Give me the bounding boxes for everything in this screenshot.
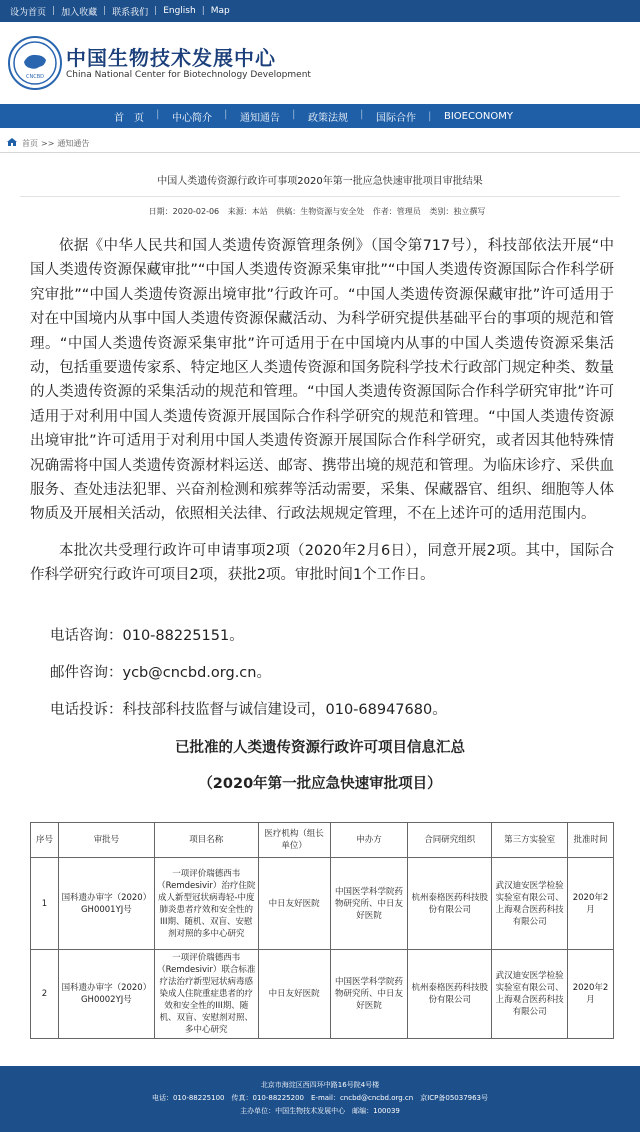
breadcrumb-divider bbox=[0, 152, 640, 153]
article-title: 中国人类遗传资源行政许可事项2020年第一批应急快速审批项目审批结果 bbox=[157, 176, 483, 187]
footer-contact: 电话：010-88225100 传真：010-88225200 E-mail：cncbd@cncbd.org.cn 京ICP备05037963号 bbox=[151, 1094, 489, 1102]
header-index: 序号 bbox=[31, 823, 59, 858]
cell-project-name: 一项评价瑞德西韦（Remdesivir）治疗住院成人新型冠状病毒轻-中度肺炎患者疗效和安全性的III期、随机、双盲、安慰剂对照的多中心研究 bbox=[154, 858, 258, 950]
english-link[interactable]: English bbox=[163, 6, 196, 16]
set-homepage-link[interactable]: 设为首页 bbox=[10, 7, 47, 18]
cell-sponsor: 中国医学科学院药物研究所、中日友好医院 bbox=[330, 950, 408, 1039]
add-favorite-link[interactable]: 加入收藏 bbox=[61, 7, 98, 18]
table-row bbox=[31, 950, 614, 1039]
table-row bbox=[31, 858, 614, 950]
nav-item-home[interactable]: 首 页 bbox=[114, 112, 144, 124]
email-consult: 邮件咨询：ycb@cncbd.org.cn。 bbox=[50, 665, 271, 681]
cell-third-party-lab: 武汉迪安医学检验实验室有限公司、上海观合医药科技有限公司 bbox=[492, 858, 568, 950]
top-utility-bar: 设为首页 | 加入收藏 | 联系我们 | English | Map bbox=[0, 0, 640, 22]
cell-third-party-lab: 武汉迪安医学检验实验室有限公司、上海观合医药科技有限公司 bbox=[492, 950, 568, 1039]
phone-consult: 电话咨询：010-88225151。 bbox=[50, 628, 244, 644]
summary-subheading: （2020年第一批应急快速审批项目） bbox=[198, 776, 442, 792]
nav-item-international[interactable]: | 国际合作 bbox=[362, 109, 430, 124]
cell-cro: 杭州泰格医药科技股份有限公司 bbox=[408, 950, 492, 1039]
table-header-row bbox=[31, 823, 614, 858]
breadcrumb bbox=[0, 134, 640, 152]
meta-category: 类别：独立撰写 bbox=[429, 207, 486, 216]
cell-index: 1 bbox=[31, 858, 59, 950]
footer-address: 北京市海淀区西四环中路16号院4号楼 bbox=[260, 1081, 380, 1089]
title-divider bbox=[20, 196, 620, 197]
cell-medical-institution: 中日友好医院 bbox=[258, 950, 330, 1039]
header-medical-institution: 医疗机构（组长单位） bbox=[258, 823, 330, 858]
nav-item-about[interactable]: | 中心简介 bbox=[158, 109, 226, 124]
meta-source: 来源：本站 bbox=[227, 207, 268, 216]
cell-cro: 杭州泰格医药科技股份有限公司 bbox=[408, 858, 492, 950]
site-footer bbox=[0, 1066, 640, 1132]
header-sponsor: 申办方 bbox=[330, 823, 408, 858]
breadcrumb-separator: >> bbox=[41, 138, 55, 148]
cell-approval-time: 2020年2月 bbox=[568, 950, 614, 1039]
meta-author: 作者：管理员 bbox=[372, 207, 421, 216]
nav-item-bioeconomy[interactable]: | BIOECONOMY bbox=[430, 111, 527, 122]
header-cro: 合同研究组织 bbox=[408, 823, 492, 858]
approval-table bbox=[30, 822, 614, 1039]
home-icon[interactable] bbox=[6, 137, 18, 149]
main-nav bbox=[0, 104, 640, 128]
article-paragraph-1: 依据《中华人民共和国人类遗传资源管理条例》（国令第717号），科技部依法开展“中国人类遗传资源保藏审批”“中国人类遗传资源采集审批”“中国人类遗传资源国际合作科学研究审批”“中国人类遗传资源出境审批”行政许可。“中国人类遗传资源保藏审批”许可适用于对在中国境内从事中国人类遗传资源保藏活动、为科学研究提供基础平台的事项的规范和管理。“中国人类遗传资源采集审批”许可适用于在中国境内从事的中国人类遗传资源采集活动，包括重要遗传家系、特定地区人类遗传资源和国务院科学技术行政部门规定种类、数量的人类遗传资源的采集活动的规范和管理。“中国人类遗传资源国际合作科学研究审批”许可适用于对利用中国人类遗传资源开展国际合作科学研究的规范和管理。“中国人类遗传资源出境审批”许可适用于对利用中国人类遗传资源开展国际合作科学研究，或者因其他特殊情况确需将中国人类遗传资源材料运送、邮寄、携带出境的规范和管理。为临床诊疗、采供血服务、查处违法犯罪、兴奋剂检测和殡葬等活动需要，采集、保藏器官、组织、细胞等人体物质及开展相关活动，依照相关法律、行政法规规定管理，不在上述许可的适用范围内。 bbox=[30, 238, 614, 523]
article-body bbox=[30, 234, 614, 588]
summary-heading: 已批准的人类遗传资源行政许可项目信息汇总 bbox=[175, 740, 465, 756]
meta-date: 日期：2020-02-06 bbox=[148, 207, 220, 216]
site-title-en: China National Center for Biotechnology Development bbox=[66, 70, 311, 80]
site-header bbox=[0, 22, 640, 102]
footer-sponsor: 主办单位：中国生物技术发展中心 邮编：100039 bbox=[240, 1107, 400, 1115]
contact-us-link[interactable]: 联系我们 bbox=[112, 7, 149, 18]
site-title-cn: 中国生物技术发展中心 bbox=[66, 46, 276, 70]
header-third-party-lab: 第三方实验室 bbox=[492, 823, 568, 858]
breadcrumb-current[interactable]: 通知通告 bbox=[57, 138, 90, 148]
article-meta bbox=[0, 206, 640, 217]
header-approval-time: 批准时间 bbox=[568, 823, 614, 858]
cell-approval-time: 2020年2月 bbox=[568, 858, 614, 950]
cncbd-logo[interactable] bbox=[8, 36, 62, 90]
header-project-name: 项目名称 bbox=[154, 823, 258, 858]
cell-sponsor: 中国医学科学院药物研究所、中日友好医院 bbox=[330, 858, 408, 950]
map-link[interactable]: Map bbox=[210, 6, 230, 16]
nav-item-notices[interactable]: | 通知通告 bbox=[226, 109, 294, 124]
svg-text:CNCBD: CNCBD bbox=[25, 74, 45, 80]
cell-approval-no: 国科遗办审字（2020）GH0002YJ号 bbox=[58, 950, 154, 1039]
nav-item-policy[interactable]: | 政策法规 bbox=[294, 109, 362, 124]
article-paragraph-2: 本批次共受理行政许可申请事项2项（2020年2月6日），同意开展2项。其中，国际合作科学研究行政许可项目2项，获批2项。审批时间1个工作日。 bbox=[30, 542, 614, 584]
cell-medical-institution: 中日友好医院 bbox=[258, 858, 330, 950]
cell-approval-no: 国科遗办审字（2020）GH0001YJ号 bbox=[58, 858, 154, 950]
header-approval-no: 审批号 bbox=[58, 823, 154, 858]
cell-index: 2 bbox=[31, 950, 59, 1039]
phone-complaint: 电话投诉：科技部科技监督与诚信建设司，010-68947680。 bbox=[50, 702, 447, 718]
meta-provider: 供稿：生物资源与安全处 bbox=[276, 207, 365, 216]
cell-project-name: 一项评价瑞德西韦（Remdesivir）联合标准疗法治疗新型冠状病毒感染成人住院重症患者的疗效和安全性的III期、随机、双盲、安慰剂对照、多中心研究 bbox=[154, 950, 258, 1039]
breadcrumb-home-link[interactable]: 首页 bbox=[22, 138, 38, 148]
